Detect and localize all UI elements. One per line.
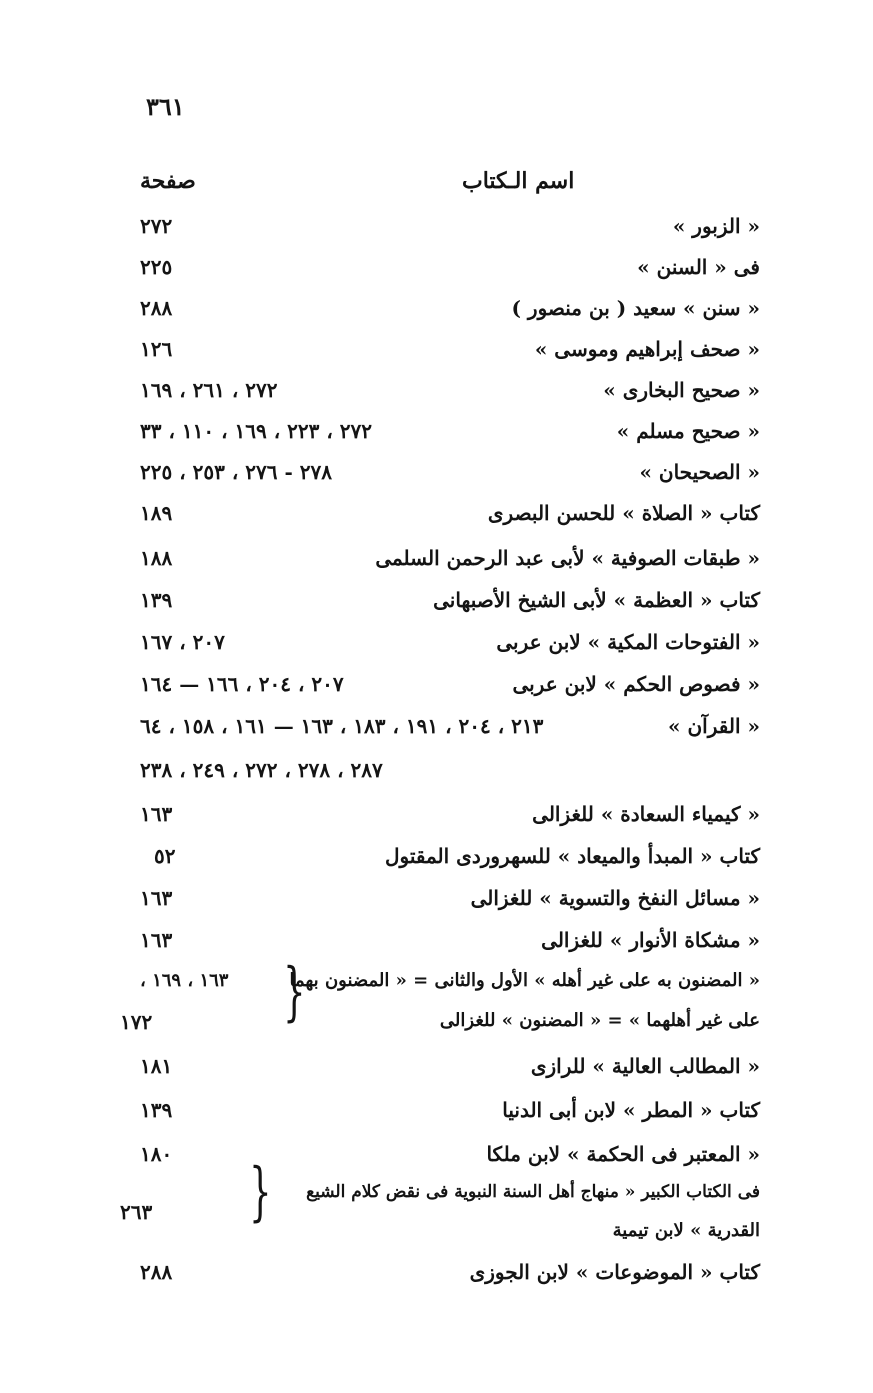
entry-pages: ٢٢٥ <box>140 255 173 279</box>
entry-pages: ١٦٣ <box>140 928 173 952</box>
index-entry <box>140 460 760 500</box>
entry-pages: ٢٦٣ <box>120 1200 153 1224</box>
entry-pages: ٢٧٨ - ٢٧٦ ، ٢٥٣ ، ٢٢٥ <box>140 460 332 484</box>
index-entry <box>140 1260 760 1300</box>
index-entry <box>140 844 760 884</box>
entry-title: « كيمياء السعادة » للغزالى <box>532 802 760 826</box>
entry-pages: ٢١٣ ، ٢٠٤ ، ١٩١ ، ١٨٣ ، ١٦٣ — ١٦١ ، ١٥٨ ، ٦٤ <box>140 714 544 738</box>
entry-pages: ١٦٣ <box>140 886 173 910</box>
entry-title: « الزبور » <box>672 214 760 238</box>
entry-title: « المطالب العالية » للرازى <box>530 1054 760 1078</box>
entry-pages: ١٦٣ <box>140 802 173 826</box>
entry-title: فى « السنن » <box>637 255 760 279</box>
entry-pages: ٢٧٢ ، ٢٢٣ ، ١٦٩ ، ١١٠ ، ٣٣ <box>140 419 372 443</box>
index-entry <box>140 1098 760 1138</box>
entry-title: على غير أهلهما » = « المضنون » للغزالى <box>439 1010 760 1031</box>
title-column-header: اسم الـكتاب <box>462 168 575 194</box>
entry-title: « القرآن » <box>668 714 760 738</box>
entry-pages: ٥٢ <box>154 844 176 868</box>
entry-title: « الصحيحان » <box>639 460 760 484</box>
entry-pages: ٢٨٧ ، ٢٧٨ ، ٢٧٢ ، ٢٤٩ ، ٢٣٨ <box>140 758 383 782</box>
entry-title: كتاب « الصلاة » للحسن البصرى <box>487 501 760 525</box>
index-entry <box>140 255 760 295</box>
index-entry <box>140 928 760 968</box>
entry-pages: ١٧٢ <box>120 1010 153 1034</box>
entry-title: « المعتبر فى الحكمة » لابن ملكا <box>486 1142 760 1166</box>
page-number: ٣٦١ <box>146 92 185 121</box>
entry-pages: ١٨٠ <box>140 1142 173 1166</box>
entry-title: « طبقات الصوفية » لأبى عبد الرحمن السلمى <box>375 546 760 570</box>
entry-title: كتاب « المطر » لابن أبى الدنيا <box>502 1098 760 1122</box>
entry-title: « سنن » سعيد ( بن منصور ) <box>511 296 760 320</box>
entry-pages: ٢٨٨ <box>140 1260 173 1284</box>
entry-title: « الفتوحات المكية » لابن عربى <box>496 630 760 654</box>
entry-title: كتاب « المبدأ والميعاد » للسهروردى المقتول <box>384 844 760 868</box>
entry-title: « صحف إبراهيم وموسى » <box>534 337 760 361</box>
entry-pages: ٢٨٨ <box>140 296 173 320</box>
index-entry <box>140 214 760 254</box>
index-entry <box>140 1054 760 1094</box>
entry-title: فى الكتاب الكبير « منهاج أهل السنة النبوية فى نقض كلام الشيع <box>306 1182 760 1202</box>
entry-pages: ١٣٩ <box>140 1098 173 1122</box>
index-entry <box>140 546 760 586</box>
index-entry <box>140 714 760 754</box>
index-entry <box>140 672 760 712</box>
entry-title: « مشكاة الأنوار » للغزالى <box>541 928 760 952</box>
index-entry <box>140 296 760 336</box>
brace-mark: { <box>249 1155 272 1229</box>
entry-pages: ١٨٩ <box>140 501 173 525</box>
entry-pages: ١٨١ <box>140 1054 173 1078</box>
index-entry <box>140 630 760 670</box>
index-entry <box>140 802 760 842</box>
index-entry-continuation <box>120 1010 760 1050</box>
entry-pages: ٢٧٢ <box>140 214 173 238</box>
entry-title: « مسائل النفخ والتسوية » للغزالى <box>470 886 760 910</box>
entry-title: « صحيح البخارى » <box>603 378 760 402</box>
entry-pages: ٢٠٧ ، ١٦٧ <box>140 630 225 654</box>
entry-pages: ١٣٩ <box>140 588 173 612</box>
index-entry <box>140 501 760 541</box>
entry-pages: ١٨٨ <box>140 546 173 570</box>
entry-title: « المضنون به على غير أهله » الأول والثانى = « المضنون بهما <box>289 970 760 991</box>
page-column-header: صفحة <box>140 168 196 194</box>
index-entry <box>140 337 760 377</box>
entry-title: « فصوص الحكم » لابن عربى <box>512 672 760 696</box>
index-entry-continuation <box>140 758 760 798</box>
entry-pages: ٢٠٧ ، ٢٠٤ ، ١٦٦ — ١٦٤ <box>140 672 344 696</box>
index-entry <box>140 886 760 926</box>
entry-pages: ١٦٣ ، ١٦٩ ، <box>140 970 229 991</box>
index-entry <box>140 419 760 459</box>
index-entry <box>140 588 760 628</box>
index-entry <box>140 1142 760 1182</box>
entry-pages: ١٢٦ <box>140 337 173 361</box>
entry-title: كتاب « الموضوعات » لابن الجوزى <box>469 1260 760 1284</box>
index-entry <box>140 970 760 1010</box>
entry-title: « صحيح مسلم » <box>616 419 760 443</box>
brace-mark: { <box>283 955 306 1029</box>
entry-title: كتاب « العظمة » لأبى الشيخ الأصبهانى <box>433 588 760 612</box>
index-entry-continuation <box>120 1200 760 1250</box>
index-entry <box>140 378 760 418</box>
entry-title: القدرية » لابن تيمية <box>612 1220 760 1241</box>
entry-pages: ٢٧٢ ، ٢٦١ ، ١٦٩ <box>140 378 278 402</box>
